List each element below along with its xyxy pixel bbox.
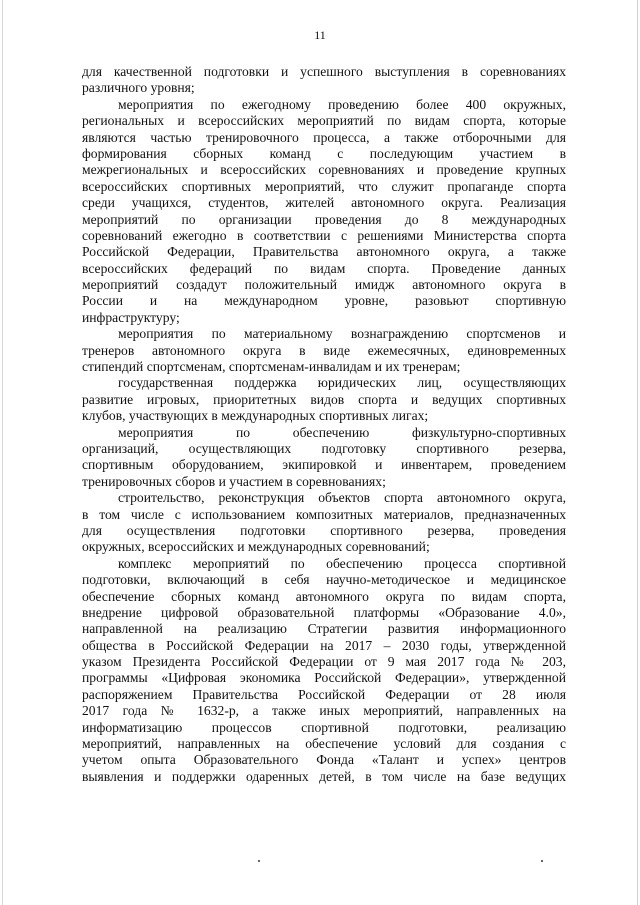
text-line: распоряжением Правительства Российской Федерации от 28 июля bbox=[82, 686, 566, 702]
text-line: внедрение цифровой образовательной платформы «Образование 4.0», bbox=[82, 604, 566, 620]
text-line: спортивным оборудованием, экипировкой и инвентарем, проведением bbox=[82, 457, 566, 473]
text-line: выявления и поддержки одаренных детей, в том числе на базе ведущих bbox=[82, 768, 566, 784]
text-line: комплекс мероприятий по обеспечению процесса спортивной bbox=[118, 555, 566, 571]
text-line: общества в Российской Федерации на 2017 – 2030 годы, утвержденной bbox=[82, 637, 566, 653]
page-number: 11 bbox=[314, 28, 326, 42]
text-line: Российской Федерации, Правительства автономного округа, а также bbox=[82, 244, 566, 260]
text-line: среди учащихся, студентов, жителей автономного округа. Реализация bbox=[82, 195, 566, 211]
text-line: развитие игровых, приоритетных видов спорта и ведущих спортивных bbox=[82, 391, 566, 407]
text-line: мероприятий создадут положительный имидж автономного округа в bbox=[82, 277, 566, 293]
text-line: учетом опыта Образовательного Фонда «Талант и успех» центров bbox=[82, 752, 566, 768]
text-line: стипендий спортсменам, спортсменам-инвалидам и их тренерам; bbox=[82, 359, 461, 375]
text-line: окружных, всероссийских и международных соревнований; bbox=[82, 539, 430, 555]
text-line: России и на международном уровне, разовьют спортивную bbox=[82, 293, 566, 309]
scan-edge-right bbox=[637, 0, 638, 905]
text-line: тренировочных сборов и участием в соревнованиях; bbox=[82, 473, 386, 489]
text-line: мероприятия по обеспечению физкультурно-спортивных bbox=[118, 424, 566, 440]
text-line: мероприятий, направленных на обеспечение условий для создания с bbox=[82, 736, 566, 752]
text-line: государственная поддержка юридических лиц, осуществляющих bbox=[118, 375, 566, 391]
text-line: различного уровня; bbox=[82, 80, 195, 96]
text-line: программы «Цифровая экономика Российской Федерации», утвержденной bbox=[82, 670, 566, 686]
text-line: формирования сборных команд с последующим участием в bbox=[82, 145, 566, 161]
text-line: обеспечение сборных команд автономного округа по видам спорта, bbox=[82, 588, 566, 604]
text-line: инфраструктуру; bbox=[82, 309, 180, 325]
scan-edge-left bbox=[2, 0, 3, 905]
text-line: указом Президента Российской Федерации от 9 мая 2017 года № 203, bbox=[82, 654, 566, 670]
text-line: межрегиональных и всероссийских соревнованиях и проведение крупных bbox=[82, 162, 566, 178]
text-line: являются частью тренировочного процесса, а также отборочными для bbox=[82, 129, 566, 145]
text-line: информатизацию процессов спортивной подготовки, реализацию bbox=[82, 719, 566, 735]
text-line: мероприятия по материальному вознаграждению спортсменов и bbox=[118, 326, 566, 342]
text-line: 2017 года № 1632-р, а также иных мероприятий, направленных на bbox=[82, 703, 566, 719]
text-line: всероссийских спортивных мероприятий, что служит пропаганде спорта bbox=[82, 178, 566, 194]
text-line: клубов, участвующих в международных спортивных лигах; bbox=[82, 408, 429, 424]
text-line: подготовки, включающий в себя научно-методическое и медицинское bbox=[82, 572, 566, 588]
text-line: для качественной подготовки и успешного выступления в соревнованиях bbox=[82, 64, 566, 79]
scan-speck bbox=[541, 860, 543, 862]
body-text bbox=[82, 64, 566, 785]
text-line: мероприятий по организации проведения до 8 международных bbox=[82, 211, 566, 227]
text-line: для осуществления подготовки спортивного резерва, проведения bbox=[82, 522, 566, 538]
text-line: организаций, осуществляющих подготовку спортивного резерва, bbox=[82, 440, 566, 456]
text-line: строительство, реконструкция объектов спорта автономного округа, bbox=[118, 490, 566, 506]
text-line: в том числе с использованием композитных материалов, предназначенных bbox=[82, 506, 566, 522]
scan-speck bbox=[258, 860, 260, 862]
text-line: тренеров автономного округа в виде ежемесячных, единовременных bbox=[82, 342, 566, 358]
text-line: мероприятия по ежегодному проведению более 400 окружных, bbox=[118, 96, 566, 112]
text-line: соревнований ежегодно в соответствии с решениями Министерства спорта bbox=[82, 227, 566, 243]
text-line: всероссийских федераций по видам спорта. Проведение данных bbox=[82, 260, 566, 276]
text-line: региональных и всероссийских мероприятий по видам спорта, которые bbox=[82, 113, 566, 129]
text-line: направленной на реализацию Стратегии развития информационного bbox=[82, 621, 566, 637]
